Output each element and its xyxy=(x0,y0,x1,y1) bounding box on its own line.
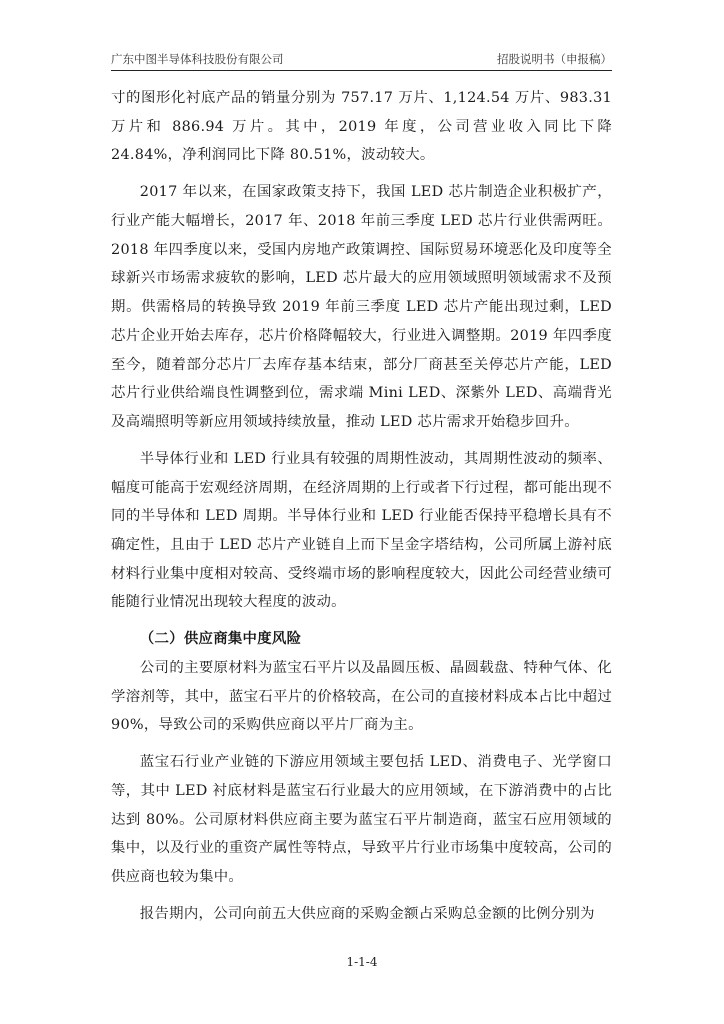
paragraph-sapphire-industry: 蓝宝石行业产业链的下游应用领域主要包括 LED、消费电子、光学窗口等，其中 LED 衬底材料是蓝宝石行业最大的应用领域，在下游消费中的占比达到 80%。公司原材料供应商主要为蓝宝石平片制造商，蓝宝石应用领域的集中，以及行业的重资产属性等特点，导致平片行业市场集中度较高，公司的供应商也较为集中。 xyxy=(111,754,612,886)
paragraph-led-industry-cycle: 2017 年以来，在国家政策支持下，我国 LED 芯片制造企业积极扩产，行业产能大幅增长，2017 年、2018 年前三季度 LED 芯片行业供需两旺。2018 年四季度以来，受国内房地产政策调控、国际贸易环境恶化及印度等全球新兴市场需求疲软的影响，LED 芯片最大的应用领域照明领域需求不及预期。供需格局的转换导致 2019 年前三季度 LED 芯片产能出现过剩，LED 芯片企业开始去库存，芯片价格降幅较大，行业进入调整期。2019 年四季度至今，随着部分芯片厂去库存基本结束，部分厂商甚至关停芯片产能，LED 芯片行业供给端良性调整到位，需求端 Mini LED、深紫外 LED、高端背光及高端照明等新应用领域持续放量，推动 LED 芯片需求开始稳步回升。 xyxy=(111,184,612,430)
page-number: 1-1-4 xyxy=(346,955,378,969)
paragraph-sales-continued: 寸的图形化衬底产品的销量分别为 757.17 万片、1,124.54 万片、983.31 万片和 886.94 万片。其中，2019 年度，公司营业收入同比下降 24.84%，净利润同比下降 80.51%，波动较大。 xyxy=(111,90,612,164)
paragraph-top-five-suppliers: 报告期内，公司向前五大供应商的采购金额占采购总金额的比例分别为 xyxy=(139,905,595,922)
section-title-supplier-concentration: （二）供应商集中度风险 xyxy=(139,631,302,648)
paragraph-raw-materials: 公司的主要原材料为蓝宝石平片以及晶圆压板、晶圆载盘、特种气体、化学溶剂等，其中，蓝宝石平片的价格较高，在公司的直接材料成本占比中超过 90%，导致公司的采购供应商以平片厂商为主。 xyxy=(111,659,612,734)
document-body xyxy=(111,84,612,929)
header-company-name: 广东中图半导体科技股份有限公司 xyxy=(111,52,284,66)
page-header xyxy=(111,48,612,71)
header-document-title: 招股说明书（申报稿） xyxy=(497,52,612,66)
paragraph-cyclical-fluctuation: 半导体行业和 LED 行业具有较强的周期性波动，其周期性波动的频率、幅度可能高于宏观经济周期，在经济周期的上行或者下行过程，都可能出现不同的半导体和 LED 周期。半导体行业和 LED 行业能否保持平稳增长具有不确定性，且由于 LED 芯片产业链自上而下呈金字塔结构，公司所属上游衬底材料行业集中度相对较高、受终端市场的影响程度较大，因此公司经营业绩可能随行业情况出现较大程度的波动。 xyxy=(111,450,612,611)
